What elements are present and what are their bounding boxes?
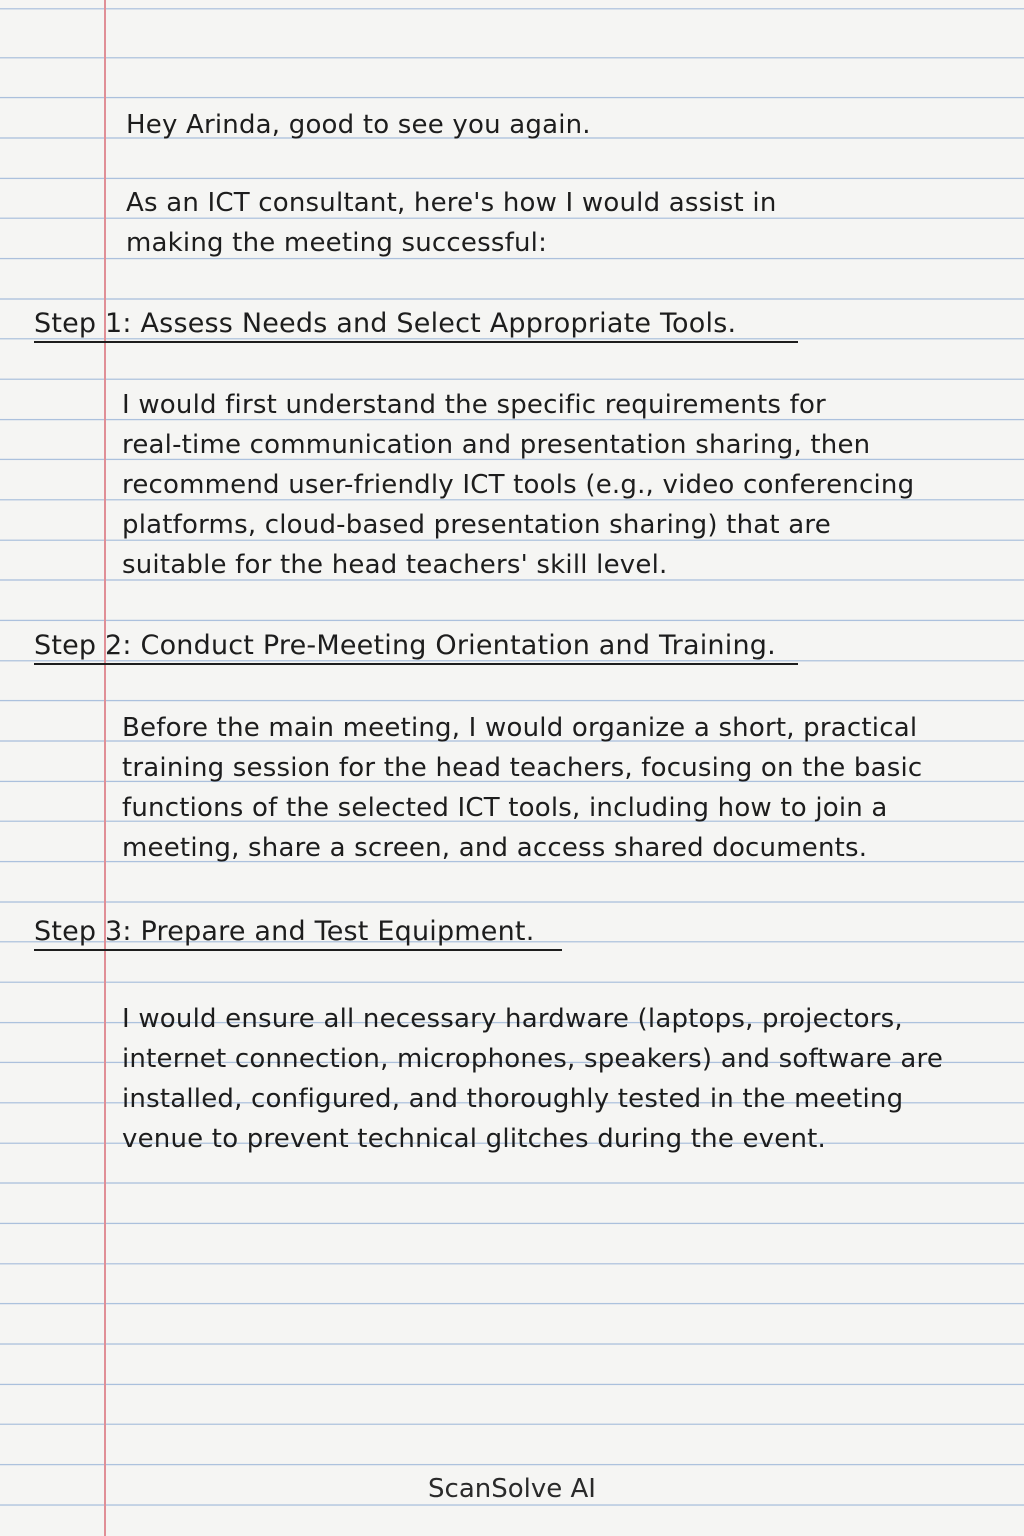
step-3-line: venue to prevent technical glitches during the event. [122, 1124, 827, 1154]
intro-line: making the meeting successful: [126, 228, 548, 258]
step-1-line: platforms, cloud-based presentation sharing) that are [122, 510, 831, 540]
greeting: Hey Arinda, good to see you again. [126, 110, 591, 140]
step-2-line: meeting, share a screen, and access shared documents. [122, 833, 868, 863]
step-3-line: installed, configured, and thoroughly tested in the meeting [122, 1084, 904, 1114]
step-3-line: internet connection, microphones, speakers) and software are [122, 1044, 944, 1074]
step-1-line: real-time communication and presentation sharing, then [122, 430, 871, 460]
footer-brand: ScanSolve AI [428, 1474, 596, 1504]
intro-line: As an ICT consultant, here's how I would assist in [126, 188, 777, 218]
step-1-line: I would first understand the specific requirements for [122, 390, 826, 420]
step-2-heading: Step 2: Conduct Pre-Meeting Orientation and Training. [34, 632, 798, 665]
step-1-line: suitable for the head teachers' skill level. [122, 550, 668, 580]
margin-line [104, 0, 106, 1536]
step-3-heading: Step 3: Prepare and Test Equipment. [34, 918, 562, 951]
step-2-line: training session for the head teachers, focusing on the basic [122, 753, 923, 783]
step-2-line: functions of the selected ICT tools, including how to join a [122, 793, 888, 823]
step-1-heading: Step 1: Assess Needs and Select Appropriate Tools. [34, 310, 798, 343]
step-3-line: I would ensure all necessary hardware (laptops, projectors, [122, 1004, 903, 1034]
step-2-line: Before the main meeting, I would organize a short, practical [122, 713, 918, 743]
step-1-line: recommend user-friendly ICT tools (e.g., video conferencing [122, 470, 915, 500]
